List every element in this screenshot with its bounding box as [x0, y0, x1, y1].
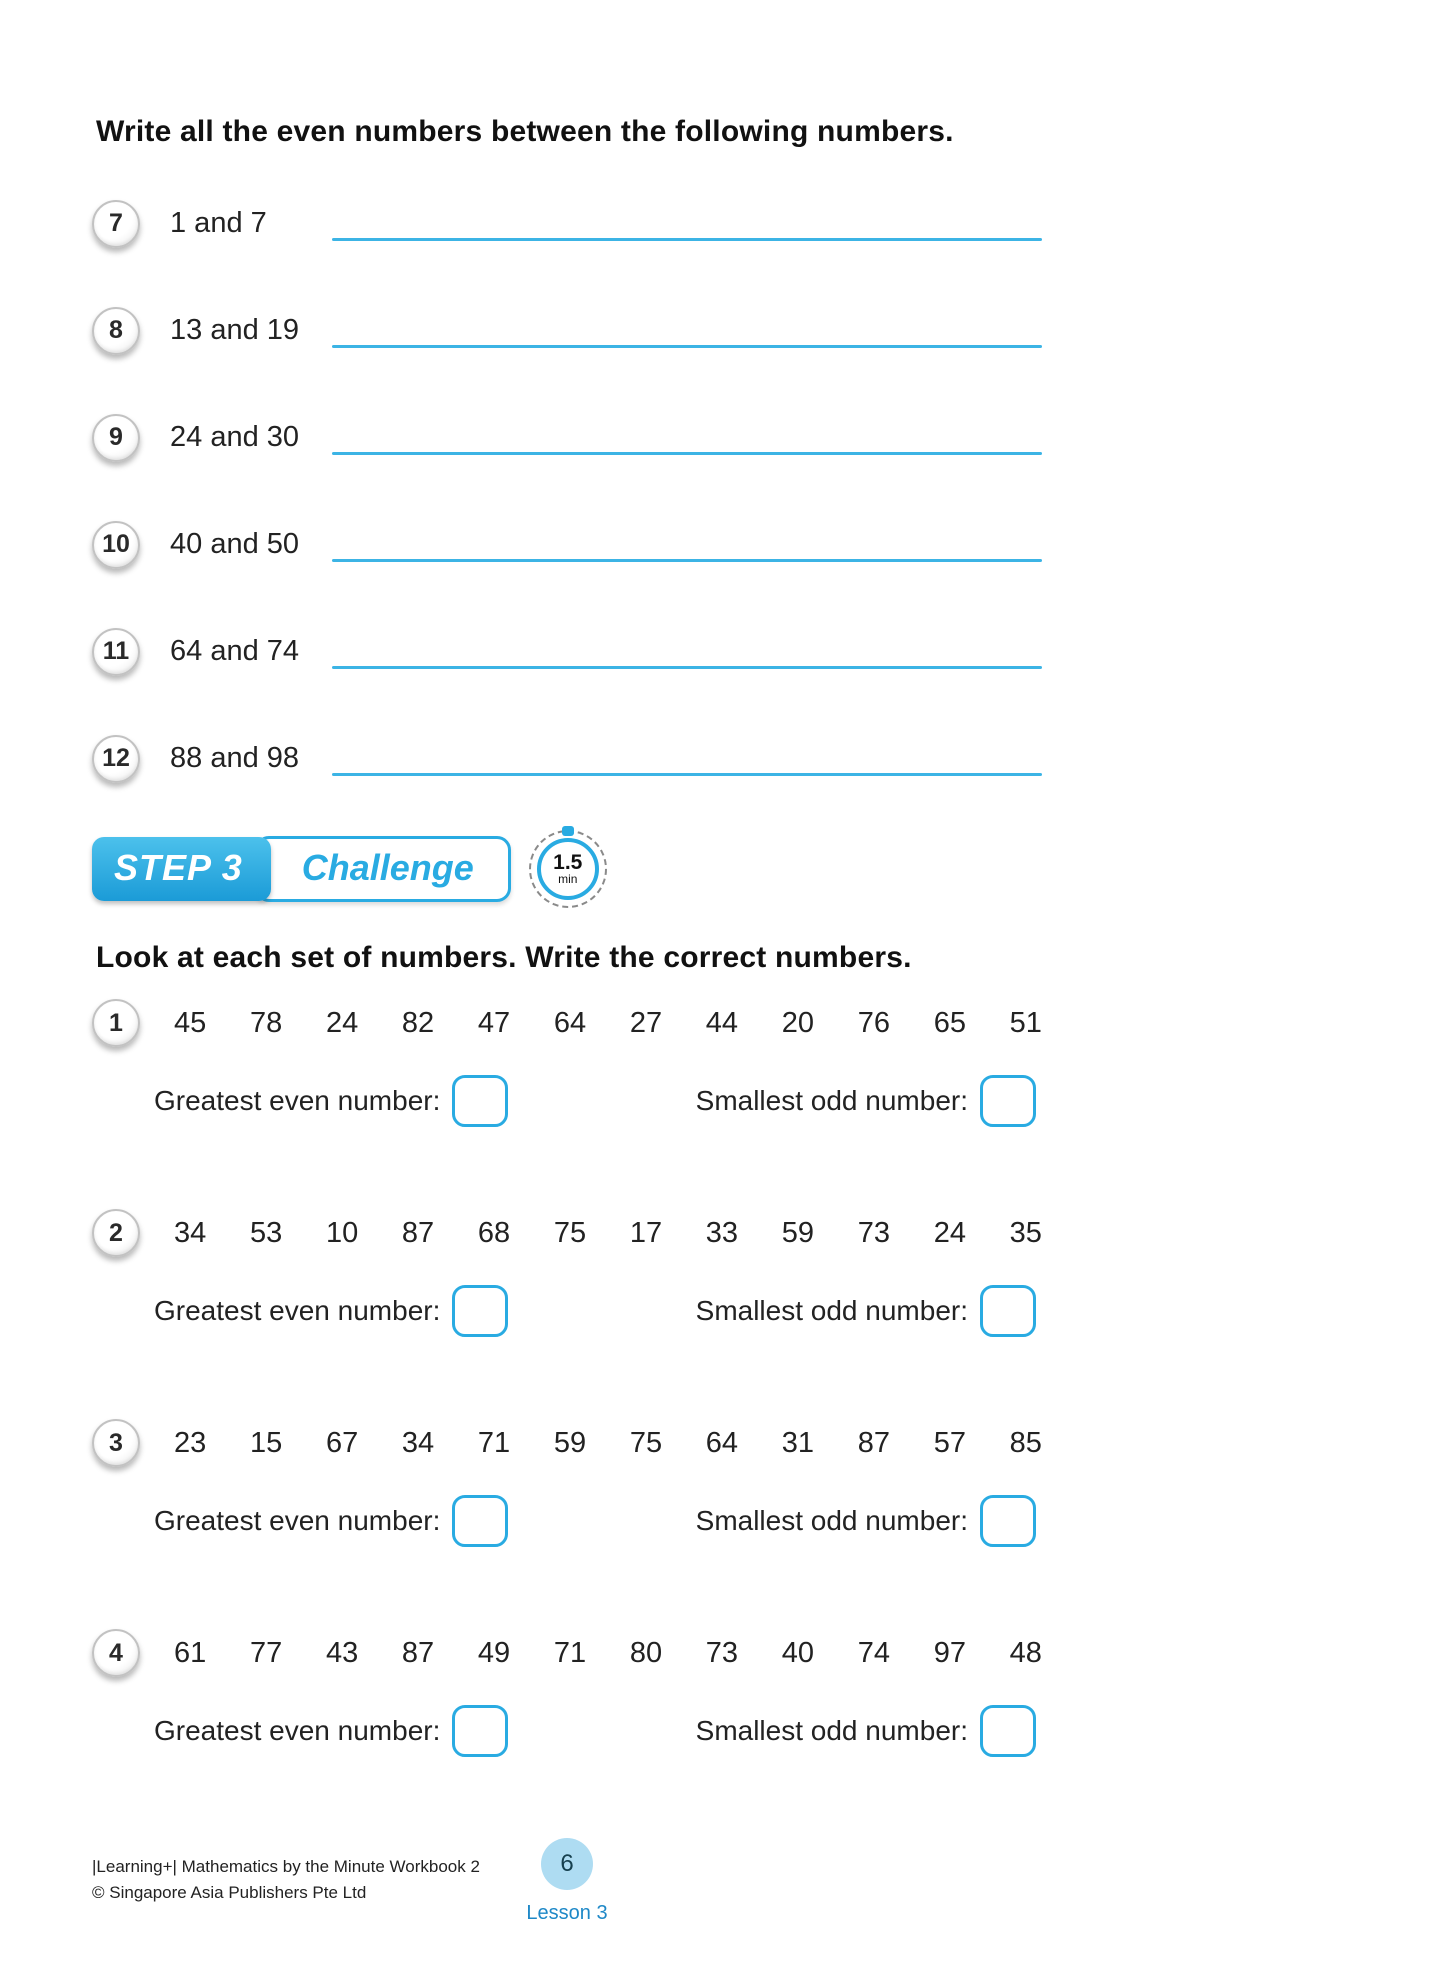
step-label: STEP 3 [92, 837, 271, 901]
greatest-even-label: Greatest even number: [154, 1505, 441, 1536]
greatest-even-answer-box[interactable] [452, 1075, 508, 1127]
stopwatch-face [537, 838, 599, 900]
smallest-odd-label: Smallest odd number: [695, 1505, 968, 1536]
number-value: 67 [325, 1426, 359, 1459]
question-label: 64 and 74 [170, 635, 300, 667]
number-value: 61 [174, 1636, 207, 1669]
number-value: 71 [477, 1426, 511, 1459]
number-value: 24 [933, 1216, 966, 1249]
number-value: 31 [781, 1426, 815, 1459]
answer-line[interactable] [332, 559, 1042, 562]
page-number-badge: 6 [541, 1838, 593, 1890]
number-value: 17 [629, 1216, 663, 1249]
challenge-question-list [92, 998, 1042, 1760]
number-value: 64 [553, 1006, 587, 1039]
challenge-block [92, 1418, 1042, 1550]
number-set [174, 1007, 1042, 1040]
number-value: 24 [325, 1006, 359, 1039]
number-value: 82 [401, 1006, 435, 1039]
number-value: 87 [401, 1216, 435, 1249]
page-footer [92, 1838, 1042, 1988]
number-value: 34 [401, 1426, 435, 1459]
number-value: 27 [629, 1006, 663, 1039]
number-value: 33 [705, 1216, 739, 1249]
number-value: 73 [705, 1636, 739, 1669]
question-label: 88 and 98 [170, 742, 300, 774]
number-value: 51 [1009, 1006, 1042, 1039]
number-set-row [92, 1418, 1042, 1468]
greatest-even-group [154, 1285, 508, 1337]
greatest-even-label: Greatest even number: [154, 1085, 441, 1116]
timer-unit: min [558, 872, 578, 886]
number-value: 34 [174, 1216, 207, 1249]
publisher-info [92, 1854, 480, 1907]
question-label: 24 and 30 [170, 421, 300, 453]
even-numbers-question-list [92, 170, 1042, 812]
question-number-badge: 8 [92, 307, 140, 355]
smallest-odd-label: Smallest odd number: [695, 1085, 968, 1116]
copyright: © Singapore Asia Publishers Pte Ltd [92, 1883, 367, 1903]
number-value: 87 [857, 1426, 890, 1459]
answer-line[interactable] [332, 238, 1042, 241]
smallest-odd-label: Smallest odd number: [695, 1715, 968, 1746]
smallest-odd-group [696, 1705, 1036, 1757]
number-value: 68 [477, 1216, 511, 1249]
question-row [92, 491, 1042, 598]
greatest-even-group [154, 1705, 508, 1757]
smallest-odd-answer-box[interactable] [980, 1495, 1036, 1547]
challenge-block [92, 1628, 1042, 1760]
question-number-badge: 2 [92, 1209, 140, 1257]
question-row [92, 598, 1042, 705]
lesson-label: Lesson 3 [526, 1902, 608, 1924]
question-number-badge: 9 [92, 414, 140, 462]
number-value: 10 [325, 1216, 359, 1249]
number-value: 87 [401, 1636, 435, 1669]
answer-line[interactable] [332, 345, 1042, 348]
number-value: 57 [933, 1426, 966, 1459]
question-number-badge: 7 [92, 200, 140, 248]
number-value: 80 [629, 1636, 663, 1669]
question-label: 40 and 50 [170, 528, 300, 560]
number-value: 44 [705, 1006, 739, 1039]
stopwatch-icon [529, 830, 607, 908]
number-value: 71 [553, 1636, 587, 1669]
number-value: 64 [705, 1426, 739, 1459]
answers-row [92, 1702, 1042, 1760]
question-row [92, 277, 1042, 384]
answer-line[interactable] [332, 666, 1042, 669]
number-value: 85 [1009, 1426, 1042, 1459]
question-number-badge: 1 [92, 999, 140, 1047]
answers-row [92, 1072, 1042, 1130]
smallest-odd-answer-box[interactable] [980, 1285, 1036, 1337]
number-set-row [92, 998, 1042, 1048]
answer-line[interactable] [332, 452, 1042, 455]
answers-row [92, 1282, 1042, 1340]
greatest-even-group [154, 1075, 508, 1127]
number-value: 65 [933, 1006, 966, 1039]
greatest-even-answer-box[interactable] [452, 1285, 508, 1337]
timer-value: 1.5 [553, 851, 583, 874]
challenge-instruction: Look at each set of numbers. Write the correct numbers. [96, 941, 912, 974]
greatest-even-label: Greatest even number: [154, 1715, 441, 1746]
answers-row [92, 1492, 1042, 1550]
number-value: 78 [249, 1006, 283, 1039]
question-row [92, 384, 1042, 491]
number-value: 23 [174, 1426, 207, 1459]
greatest-even-group [154, 1495, 508, 1547]
number-value: 20 [781, 1006, 815, 1039]
question-number-badge: 3 [92, 1419, 140, 1467]
question-row [92, 170, 1042, 277]
even-numbers-instruction: Write all the even numbers between the following numbers. [96, 115, 954, 148]
number-set [174, 1427, 1042, 1460]
smallest-odd-group [696, 1285, 1036, 1337]
greatest-even-label: Greatest even number: [154, 1295, 441, 1326]
number-value: 77 [249, 1636, 283, 1669]
greatest-even-answer-box[interactable] [452, 1495, 508, 1547]
number-value: 48 [1009, 1636, 1042, 1669]
book-title: |Learning+| Mathematics by the Minute Workbook 2 [92, 1857, 480, 1876]
smallest-odd-answer-box[interactable] [980, 1705, 1036, 1757]
step-banner [92, 826, 1042, 912]
question-number-badge: 10 [92, 521, 140, 569]
worksheet-page [92, 0, 1042, 1988]
question-number-badge: 12 [92, 735, 140, 783]
challenge-block [92, 1208, 1042, 1340]
smallest-odd-label: Smallest odd number: [695, 1295, 968, 1326]
question-row [92, 705, 1042, 812]
answer-line[interactable] [332, 773, 1042, 776]
number-value: 40 [781, 1636, 815, 1669]
number-value: 76 [857, 1006, 890, 1039]
number-value: 35 [1009, 1216, 1042, 1249]
number-value: 47 [477, 1006, 511, 1039]
number-value: 73 [857, 1216, 890, 1249]
smallest-odd-group [696, 1495, 1036, 1547]
smallest-odd-answer-box[interactable] [980, 1075, 1036, 1127]
challenge-block [92, 998, 1042, 1130]
number-value: 43 [325, 1636, 359, 1669]
number-value: 45 [174, 1006, 207, 1039]
question-label: 1 and 7 [170, 207, 267, 239]
step-title: Challenge [255, 836, 511, 902]
number-set-row [92, 1208, 1042, 1258]
question-label: 13 and 19 [170, 314, 300, 346]
question-number-badge: 4 [92, 1629, 140, 1677]
number-value: 75 [629, 1426, 663, 1459]
number-value: 53 [249, 1216, 283, 1249]
number-value: 59 [553, 1426, 587, 1459]
number-set [174, 1217, 1042, 1250]
number-value: 97 [933, 1636, 966, 1669]
number-value: 59 [781, 1216, 815, 1249]
number-value: 74 [857, 1636, 890, 1669]
number-value: 49 [477, 1636, 511, 1669]
smallest-odd-group [696, 1075, 1036, 1127]
number-value: 75 [553, 1216, 587, 1249]
greatest-even-answer-box[interactable] [452, 1705, 508, 1757]
number-set [174, 1637, 1042, 1670]
number-value: 15 [249, 1426, 283, 1459]
question-number-badge: 11 [92, 628, 140, 676]
number-set-row [92, 1628, 1042, 1678]
